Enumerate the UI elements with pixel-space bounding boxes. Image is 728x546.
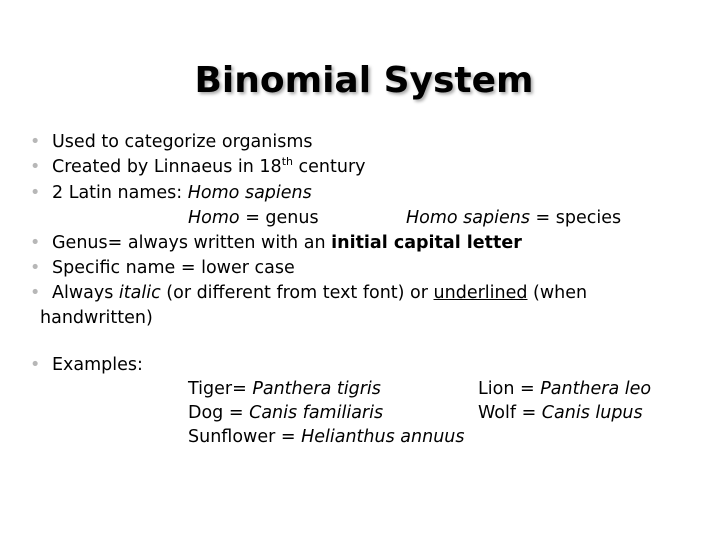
bullet-marker: • (30, 157, 41, 177)
bullet-marker: • (30, 233, 41, 253)
bullet-linnaeus: • Created by Linnaeus in 18th century (30, 155, 366, 177)
bullet-marker: • (30, 258, 41, 278)
bullet-categorize: • Used to categorize organisms (30, 132, 313, 152)
bullet-marker: • (30, 283, 41, 303)
italic-rule-continuation: handwritten) (40, 308, 153, 328)
example-dog: Dog = Canis familiaris (188, 403, 384, 423)
example-lion: Lion = Panthera leo (478, 379, 652, 399)
example-sunflower: Sunflower = Helianthus annuus (188, 427, 465, 447)
bullet-marker: • (30, 355, 41, 375)
slide-title: Binomial System (194, 60, 534, 101)
genus-note: Homo = genus (188, 208, 319, 228)
species-note: Homo sapiens = species (406, 208, 622, 228)
example-wolf: Wolf = Canis lupus (478, 403, 643, 423)
bullet-latin-names: • 2 Latin names: Homo sapiens (30, 183, 312, 203)
bullet-examples: • Examples: (30, 355, 143, 375)
bullet-marker: • (30, 183, 41, 203)
bullet-genus-capital: • Genus= always written with an initial capital letter (30, 233, 522, 253)
bullet-marker: • (30, 132, 41, 152)
bullet-specific-name: • Specific name = lower case (30, 258, 295, 278)
bullet-italic-rule: • Always italic (or different from text font) or underlined (when (30, 283, 588, 303)
example-tiger: Tiger= Panthera tigris (188, 379, 381, 399)
